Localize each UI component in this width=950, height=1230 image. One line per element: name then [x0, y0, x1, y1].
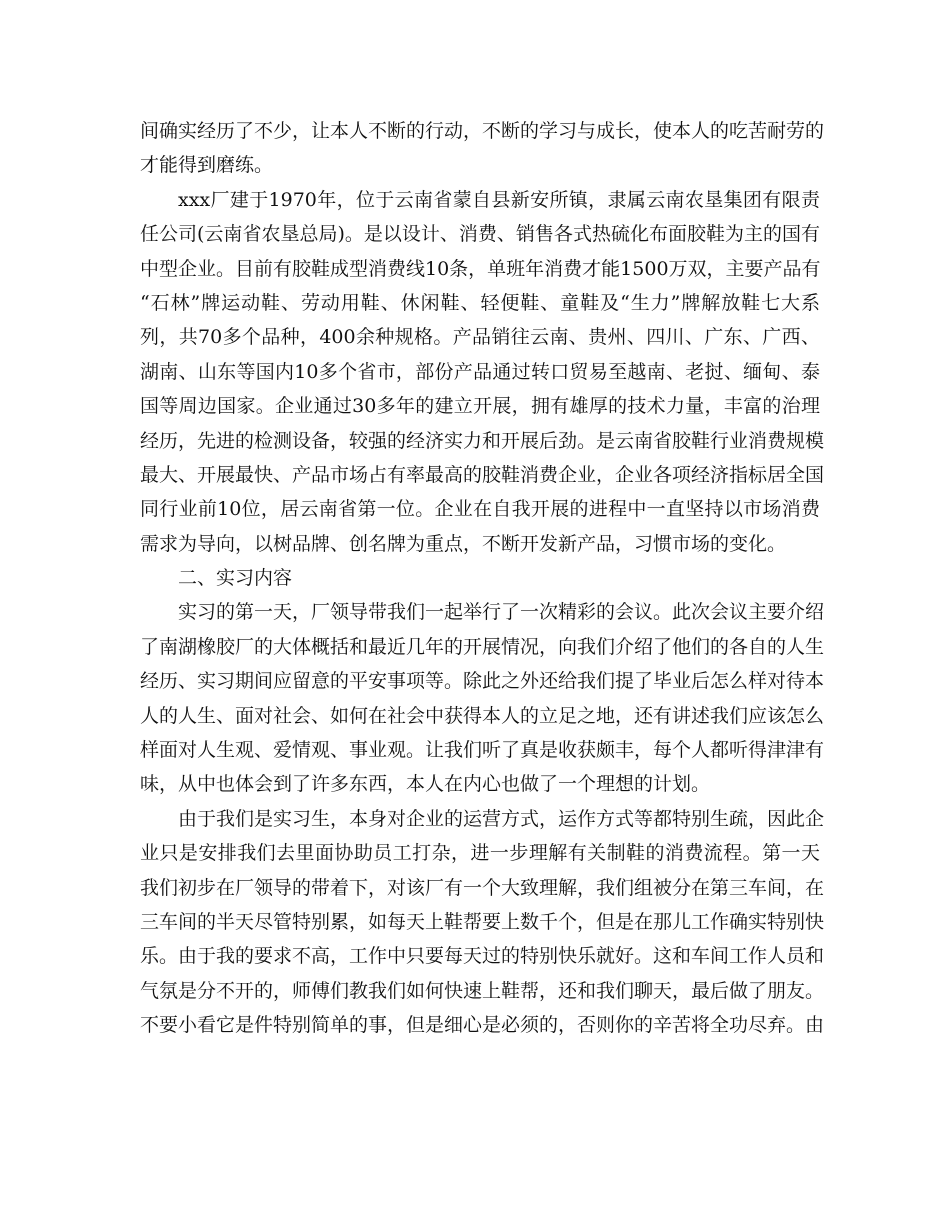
text-line: 人的人生、面对社会、如何在社会中获得本人的立足之地，还有讲述我们应该怎么 [140, 704, 825, 727]
text-line: 味，从中也体会到了许多东西，本人在内心也做了一个理想的计划。 [140, 773, 711, 796]
text-line: 同行业前10位，居云南省第一位。企业在自我开展的进程中一直坚持以市场消费 [140, 498, 820, 521]
text-line: 中型企业。目前有胶鞋成型消费线10条，单班年消费才能1500万双，主要产品有 [140, 257, 821, 280]
text-line: 间确实经历了不少，让本人不断的行动，不断的学习与成长，使本人的吃苦耐劳的 [140, 120, 825, 142]
text-line: “石林”牌运动鞋、劳动用鞋、休闲鞋、轻便鞋、童鞋及“生力”牌解放鞋七大系 [140, 291, 820, 314]
text-line: 经历、实习期间应留意的平安事项等。除此之外还给我们提了毕业后怎么样对待本 [140, 670, 825, 693]
text-line: 列，共70多个品种，400余种规格。产品销往云南、贵州、四川、广东、广西、 [140, 326, 820, 349]
document-body [140, 114, 825, 1043]
text-line: 二、实习内容 [178, 567, 293, 590]
text-line: 乐。由于我的要求不高，工作中只要每天过的特别快乐就好。这和车间工作人员和 [140, 945, 825, 968]
text-line: 才能得到磨练。 [140, 154, 274, 177]
text-line: 样面对人生观、爱情观、事业观。让我们听了真是收获颇丰，每个人都听得津津有 [140, 739, 825, 762]
text-line: 湖南、山东等国内10多个省市，部份产品通过转口贸易至越南、老挝、缅甸、泰 [140, 360, 820, 383]
text-line: 经历，先进的检测设备，较强的经济实力和开展后劲。是云南省胶鞋行业消费规模 [140, 429, 825, 452]
text-line: 任公司(云南省农垦总局)。是以设计、消费、销售各式热硫化布面胶鞋为主的国有 [140, 223, 820, 246]
text-line: 国等周边国家。企业通过30多年的建立开展，拥有雄厚的技术力量，丰富的治理 [140, 395, 820, 418]
text-line: 由于我们是实习生，本身对企业的运营方式，运作方式等都特别生疏，因此企 [178, 807, 825, 830]
text-line: xxx厂建于1970年，位于云南省蒙自县新安所镇，隶属云南农垦集团有限责 [178, 188, 820, 211]
text-line: 我们初步在厂领导的带着下，对该厂有一个大致理解，我们组被分在第三车间，在 [140, 876, 825, 899]
text-line: 三车间的半天尽管特别累，如每天上鞋帮要上数千个，但是在那儿工作确实特别快 [140, 910, 825, 933]
text-line: 实习的第一天，厂领导带我们一起举行了一次精彩的会议。此次会议主要介绍 [178, 601, 825, 624]
text-line: 业只是安排我们去里面协助员工打杂，进一步理解有关制鞋的消费流程。第一天 [140, 842, 820, 865]
text-line: 不要小看它是件特别简单的事，但是细心是必须的，否则你的辛苦将全功尽弃。由 [140, 1014, 825, 1037]
text-line: 最大、开展最快、产品市场占有率最高的胶鞋消费企业，企业各项经济指标居全国 [140, 463, 825, 486]
text-line: 了南湖橡胶厂的大体概括和最近几年的开展情况，向我们介绍了他们的各自的人生 [140, 635, 825, 658]
text-line: 需求为导向，以树品牌、创名牌为重点，不断开发新产品，习惯市场的变化。 [140, 532, 787, 555]
text-line: 气氛是分不开的，师傅们教我们如何快速上鞋帮，还和我们聊天，最后做了朋友。 [140, 979, 825, 1002]
